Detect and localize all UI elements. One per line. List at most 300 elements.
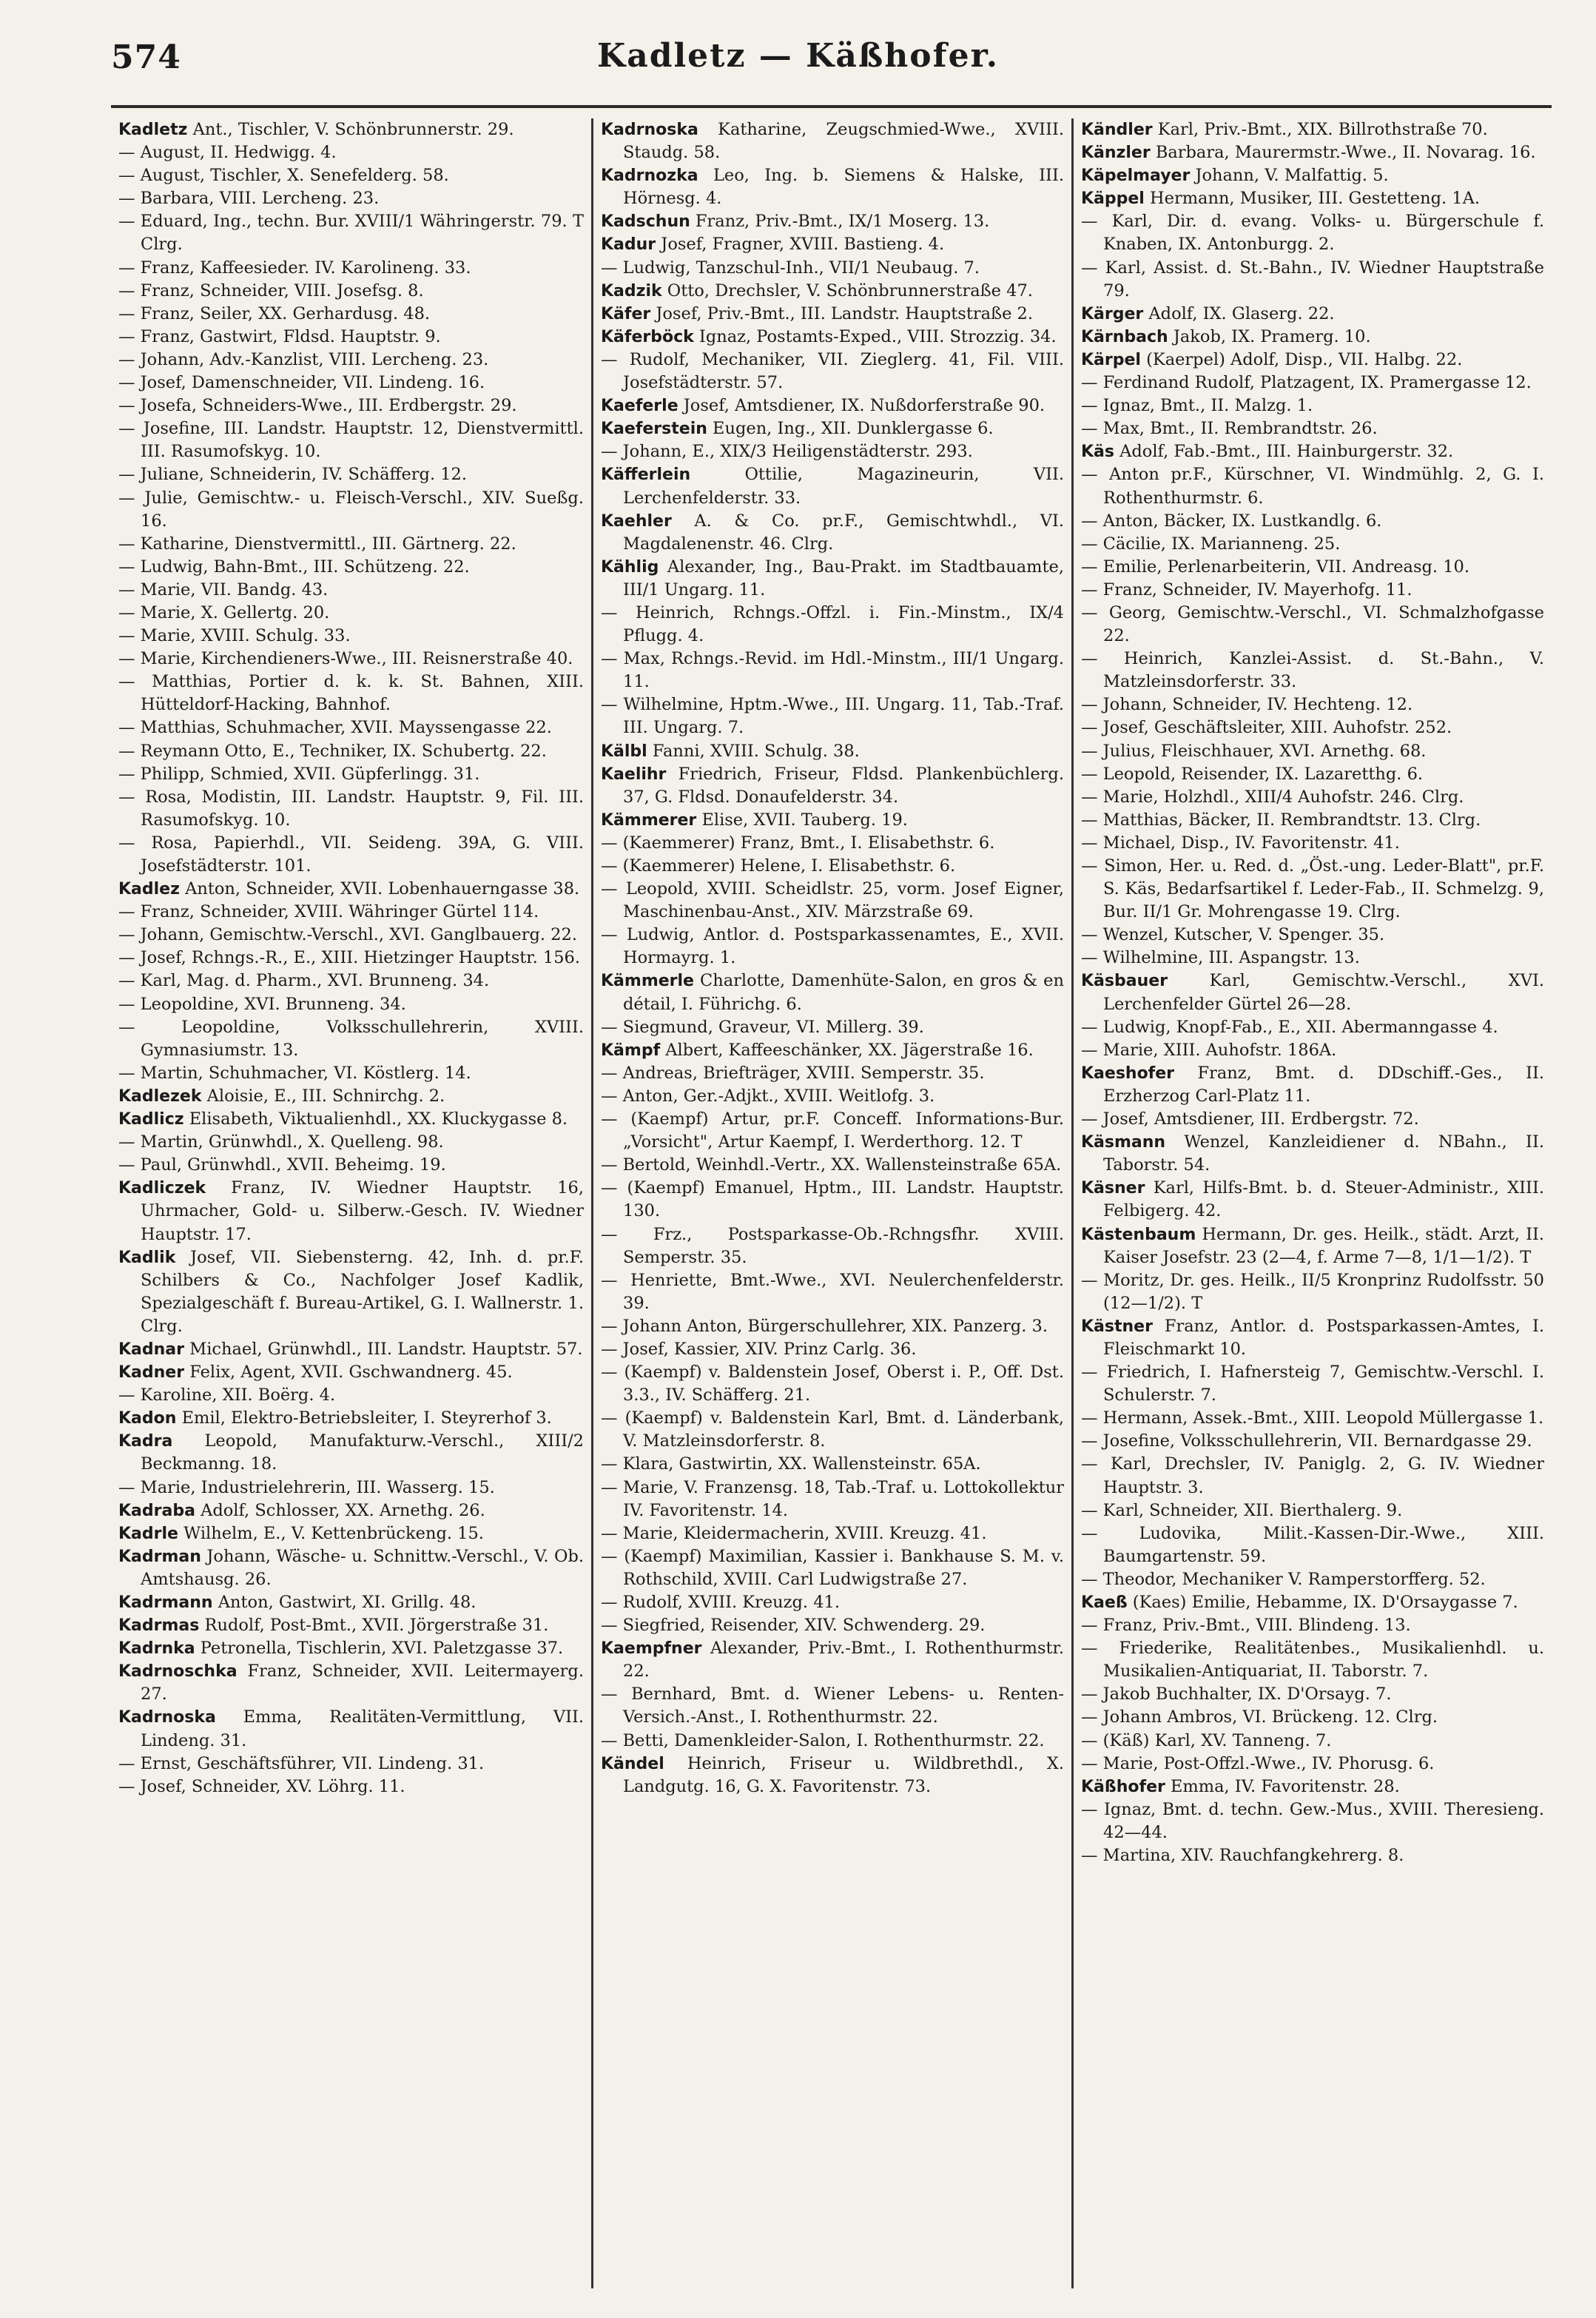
- directory-entry: [601, 693, 1064, 739]
- entry-surname: Kaehler: [601, 511, 672, 531]
- entry-details: — Georg, Gemischtw.-Verschl., VI. Schmalzhofgasse 22.: [1081, 602, 1544, 646]
- directory-entry: [1081, 1798, 1544, 1844]
- entry-details: Heinrich, Friseur u. Wildbrethdl., X. Landgutg. 16, G. X. Favoritenstr. 73.: [623, 1753, 1064, 1796]
- directory-entry: [118, 878, 584, 901]
- directory-entry: [118, 947, 584, 970]
- entry-details: Franz, Priv.-Bmt., IX/1 Moserg. 13.: [690, 212, 990, 232]
- directory-entry: [118, 164, 584, 187]
- columns: [111, 118, 1552, 2288]
- entry-details: — Franz, Schneider, VIII. Josefsg. 8.: [118, 280, 424, 300]
- entry-surname: Kadletz: [118, 121, 188, 139]
- directory-entry: [601, 740, 1064, 763]
- entry-details: Josef, Priv.-Bmt., III. Landstr. Hauptstraße 2.: [650, 303, 1034, 323]
- directory-entry: [601, 832, 1064, 855]
- entry-details: Josef, Fragner, XVIII. Bastieng. 4.: [656, 235, 945, 255]
- entry-details: — Reymann Otto, E., Techniker, IX. Schubertg. 22.: [118, 741, 547, 761]
- directory-entry: [1081, 440, 1544, 463]
- entry-details: Charlotte, Damenhüte-Salon, en gros & en détail, I. Führichg. 6.: [623, 971, 1064, 1014]
- column-1: [111, 118, 591, 2288]
- directory-entry: [1081, 118, 1544, 141]
- entry-details: — Franz, Kaffeesieder. IV. Karolineng. 33.: [118, 258, 471, 278]
- directory-entry: [1081, 1706, 1544, 1729]
- directory-entry: [601, 1453, 1064, 1476]
- entry-details: Aloisie, E., III. Schnirchg. 2.: [201, 1086, 445, 1106]
- directory-entry: [118, 579, 584, 602]
- directory-entry: [1081, 809, 1544, 832]
- directory-entry: [1081, 855, 1544, 924]
- directory-entry: [601, 349, 1064, 394]
- directory-entry: [1081, 1730, 1544, 1753]
- entry-details: (Kaerpel) Adolf, Disp., VII. Halbg. 22.: [1140, 349, 1463, 369]
- entry-surname: Kadlicz: [118, 1110, 184, 1129]
- entry-details: Wilhelm, E., V. Kettenbrückeng. 15.: [178, 1523, 484, 1543]
- entry-details: — (Kaemmerer) Franz, Bmt., I. Elisabethstr. 6.: [601, 833, 995, 853]
- entry-details: — Josef, Schneider, XV. Löhrg. 11.: [118, 1776, 405, 1796]
- column-2: [591, 118, 1071, 2288]
- directory-entry: [118, 303, 584, 326]
- directory-entry: [118, 1591, 584, 1614]
- entry-surname: Käfer: [601, 304, 651, 323]
- entry-details: Franz, IV. Wiedner Hauptstr. 16, Uhrmacher, Gold- u. Silberw.-Gesch. IV. Wiedner Hauptstr. 17.: [141, 1178, 584, 1244]
- entry-surname: Käpelmayer: [1081, 167, 1191, 186]
- entry-details: Felix, Agent, XVII. Gschwandnerg. 45.: [184, 1363, 513, 1383]
- directory-entry: [1081, 947, 1544, 970]
- entry-details: Emma, Realitäten-Vermittlung, VII. Lindeng. 31.: [141, 1707, 584, 1750]
- directory-entry: [118, 1384, 584, 1407]
- entry-details: Johann, Wäsche- u. Schnittw.-Verschl., V. Ob. Amtshausg. 26.: [141, 1546, 584, 1589]
- entry-surname: Kadrman: [118, 1547, 201, 1566]
- entry-details: Ignaz, Postamts-Exped., VIII. Strozzig. 34.: [693, 326, 1057, 346]
- entry-details: — Marie, Holzhdl., XIII/4 Auhofstr. 246. Clrg.: [1081, 787, 1464, 807]
- entry-details: — Andreas, Briefträger, XVIII. Semperstr. 35.: [601, 1063, 985, 1083]
- directory-entry: [601, 1108, 1064, 1154]
- entry-details: — Martin, Schuhmacher, VI. Köstlerg. 14.: [118, 1063, 471, 1083]
- entry-details: — Josefa, Schneiders-Wwe., III. Erdbergstr. 29.: [118, 396, 517, 416]
- entry-details: — Siegmund, Graveur, VI. Millerg. 39.: [601, 1017, 924, 1037]
- directory-entry: [601, 1085, 1064, 1108]
- directory-entry: [601, 878, 1064, 924]
- directory-entry: [601, 1269, 1064, 1315]
- entry-details: Karl, Gemischtw.-Verschl., XVI. Lerchenfelder Gürtel 26—28.: [1103, 971, 1544, 1014]
- directory-entry: [118, 487, 584, 533]
- entry-details: — Moritz, Dr. ges. Heilk., II/5 Kronprinz Rudolfsstr. 50 (12—1/2). T: [1081, 1270, 1544, 1313]
- directory-entry: [118, 1545, 584, 1591]
- entry-details: — Barbara, VIII. Lercheng. 23.: [118, 189, 380, 209]
- entry-surname: Kadrnka: [118, 1639, 195, 1659]
- entry-details: Alexander, Priv.-Bmt., I. Rothenthurmstr. 22.: [623, 1639, 1064, 1682]
- directory-entry: [118, 1407, 584, 1430]
- directory-entry: [1081, 970, 1544, 1015]
- entry-details: — Karl, Dir. d. evang. Volks- u. Bürgerschule f. Knaben, IX. Antonburgg. 2.: [1081, 212, 1544, 255]
- entry-surname: Kadlik: [118, 1248, 176, 1267]
- entry-details: Franz, Bmt. d. DDschiff.-Ges., II. Erzherzog Carl-Platz 11.: [1103, 1063, 1544, 1106]
- entry-details: Emil, Elektro-Betriebsleiter, I. Steyrerhof 3.: [176, 1408, 552, 1428]
- directory-entry: [601, 1614, 1064, 1637]
- directory-entry: [601, 1522, 1064, 1545]
- directory-entry: [1081, 210, 1544, 256]
- directory-entry: [601, 1177, 1064, 1223]
- directory-entry: [118, 1085, 584, 1108]
- entry-details: — (Kaempf) Artur, pr.F. Conceff. Informations-Bur. „Vorsicht", Artur Kaempf, I. Werderthorg. 12. T: [601, 1109, 1064, 1152]
- directory-entry: [118, 141, 584, 164]
- directory-entry: [118, 648, 584, 671]
- directory-entry: [118, 1108, 584, 1131]
- directory-entry: [118, 556, 584, 579]
- entry-details: Rudolf, Post-Bmt., XVII. Jörgerstraße 31.: [199, 1616, 549, 1636]
- directory-entry: [1081, 556, 1544, 579]
- entry-details: — Bertold, Weinhdl.-Vertr., XX. Wallensteinstraße 65A.: [601, 1155, 1062, 1175]
- entry-details: — Johann, E., XIX/3 Heiligenstädterstr. 293.: [601, 442, 973, 462]
- directory-entry: [1081, 533, 1544, 556]
- directory-entry: [118, 1062, 584, 1085]
- entry-details: (Kaes) Emilie, Hebamme, IX. D'Orsaygasse 7.: [1127, 1593, 1518, 1612]
- entry-details: — Josef, Rchngs.-R., E., XIII. Hietzinger Hauptstr. 156.: [118, 948, 580, 968]
- directory-entry: [1081, 257, 1544, 303]
- directory-entry: [601, 1338, 1064, 1361]
- directory-entry: [601, 556, 1064, 602]
- directory-entry: [601, 280, 1064, 303]
- directory-entry: [1081, 394, 1544, 417]
- entry-details: — Karoline, XII. Boërg. 4.: [118, 1385, 336, 1405]
- directory-entry: [601, 855, 1064, 878]
- entry-details: Ant., Tischler, V. Schönbrunnerstr. 29.: [187, 120, 514, 139]
- entry-surname: Kadraba: [118, 1501, 195, 1520]
- entry-details: — Henriette, Bmt.-Wwe., XVI. Neulerchenfelderstr. 39.: [601, 1270, 1064, 1313]
- entry-details: — Max, Bmt., II. Rembrandtstr. 26.: [1081, 419, 1378, 439]
- entry-details: — Paul, Grünwhdl., XVII. Beheimg. 19.: [118, 1155, 446, 1175]
- directory-entry: [601, 257, 1064, 280]
- directory-entry: [118, 394, 584, 417]
- entry-details: — Marie, XIII. Auhofstr. 186A.: [1081, 1040, 1337, 1060]
- entry-surname: Kämmerle: [601, 972, 694, 991]
- directory-entry: [118, 1246, 584, 1338]
- entry-details: — Ignaz, Bmt., II. Malzg. 1.: [1081, 396, 1313, 416]
- directory-entry: [118, 786, 584, 832]
- entry-surname: Kärpel: [1081, 350, 1141, 369]
- entry-details: — Ferdinand Rudolf, Platzagent, IX. Pramergasse 12.: [1081, 373, 1532, 393]
- directory-entry: [601, 303, 1064, 326]
- entry-surname: Kadliczek: [118, 1179, 206, 1198]
- entry-details: Adolf, Fab.-Bmt., III. Hainburgerstr. 32.: [1114, 442, 1454, 462]
- directory-entry: [1081, 1039, 1544, 1062]
- directory-entry: [118, 716, 584, 739]
- directory-entry: [1081, 1223, 1544, 1269]
- entry-details: Franz, Schneider, XVII. Leitermayerg. 27.: [141, 1662, 584, 1704]
- entry-surname: Kaelihr: [601, 765, 667, 784]
- entry-details: — Franz, Schneider, IV. Mayerhofg. 11.: [1081, 580, 1413, 599]
- entry-details: — Wenzel, Kutscher, V. Spenger. 35.: [1081, 925, 1385, 945]
- directory-entry: [118, 1361, 584, 1384]
- directory-entry: [1081, 1453, 1544, 1499]
- entry-details: Eugen, Ing., XII. Dunklergasse 6.: [707, 419, 994, 439]
- directory-entry: [601, 510, 1064, 556]
- entry-details: — (Kaempf) v. Baldenstein Josef, Oberst i. P., Off. Dst. 3.3., IV. Schäfferg. 21.: [601, 1363, 1064, 1405]
- entry-details: A. & Co. pr.F., Gemischtwhdl., VI. Magdalenenstr. 46. Clrg.: [623, 511, 1064, 554]
- entry-details: Michael, Grünwhdl., III. Landstr. Hauptstr. 57.: [184, 1339, 583, 1359]
- entry-surname: Kadon: [118, 1409, 177, 1428]
- entry-surname: Kaeshofer: [1081, 1064, 1175, 1083]
- directory-entry: [601, 1039, 1064, 1062]
- directory-entry: [1081, 1131, 1544, 1177]
- directory-entry: [1081, 740, 1544, 763]
- directory-entry: [1081, 1591, 1544, 1614]
- directory-entry: [118, 832, 584, 878]
- entry-surname: Kadlezek: [118, 1086, 202, 1106]
- entry-details: — Johann, Schneider, IV. Hechteng. 12.: [1081, 695, 1413, 715]
- entry-details: Friedrich, Friseur, Fldsd. Plankenbüchlerg. 37, G. Fldsd. Donaufelderstr. 34.: [623, 764, 1064, 807]
- directory-entry: [118, 1753, 584, 1776]
- entry-surname: Kämpf: [601, 1041, 661, 1060]
- directory-entry: [1081, 763, 1544, 786]
- entry-details: — Marie, V. Franzensg. 18, Tab.-Traf. u. Lottokollektur IV. Favoritenstr. 14.: [601, 1477, 1064, 1520]
- directory-entry: [118, 901, 584, 924]
- entry-surname: Kaeferstein: [601, 420, 707, 439]
- entry-details: — Matthias, Schuhmacher, XVII. Mayssengasse 22.: [118, 718, 552, 738]
- directory-entry: [601, 440, 1064, 463]
- entry-surname: Kadnar: [118, 1340, 184, 1359]
- entry-details: Karl, Priv.-Bmt., XIX. Billrothstraße 70.: [1152, 120, 1488, 139]
- entry-details: — Philipp, Schmied, XVII. Güpferlingg. 31.: [118, 764, 480, 784]
- directory-entry: [1081, 510, 1544, 533]
- directory-entry: [118, 372, 584, 394]
- entry-details: — Wilhelmine, Hptm.-Wwe., III. Ungarg. 11, Tab.-Traf. III. Ungarg. 7.: [601, 695, 1064, 738]
- entry-details: — Ludwig, Bahn-Bmt., III. Schützeng. 22.: [118, 557, 470, 577]
- directory-entry: [601, 1730, 1064, 1753]
- directory-entry: [118, 993, 584, 1016]
- directory-entry: [1081, 924, 1544, 947]
- directory-entry: [118, 763, 584, 786]
- directory-entry: [1081, 716, 1544, 739]
- entry-surname: Kadner: [118, 1363, 185, 1383]
- header-rule: [111, 105, 1552, 108]
- entry-details: Josef, Amtsdiener, IX. Nußdorferstraße 90.: [678, 396, 1046, 416]
- entry-surname: Kästenbaum: [1081, 1225, 1196, 1244]
- entry-details: — Friederike, Realitätenbes., Musikalienhdl. u. Musikalien-Antiquariat, II. Taborstr. 7.: [1081, 1639, 1544, 1682]
- entry-details: — Franz, Schneider, XVIII. Währinger Gürtel 114.: [118, 902, 539, 922]
- entry-details: — Franz, Gastwirt, Fldsd. Hauptstr. 9.: [118, 326, 441, 346]
- directory-entry: [601, 648, 1064, 693]
- entry-details: — Emilie, Perlenarbeiterin, VII. Andreasg. 10.: [1081, 557, 1470, 577]
- directory-entry: [601, 809, 1064, 832]
- entry-surname: Känzler: [1081, 144, 1151, 163]
- directory-entry: [1081, 693, 1544, 716]
- directory-entry: [1081, 1269, 1544, 1315]
- entry-details: — Marie, Post-Offzl.-Wwe., IV. Phorusg. 6.: [1081, 1753, 1435, 1773]
- directory-entry: [601, 210, 1064, 233]
- directory-entry: [1081, 1683, 1544, 1706]
- directory-entry: [118, 1637, 584, 1660]
- entry-details: — Eduard, Ing., techn. Bur. XVIII/1 Währingerstr. 79. T Clrg.: [118, 212, 584, 255]
- directory-entry: [1081, 303, 1544, 326]
- entry-details: Fanni, XVIII. Schulg. 38.: [647, 741, 860, 761]
- directory-entry: [601, 1591, 1064, 1614]
- directory-entry: [601, 1683, 1064, 1729]
- directory-entry: [1081, 1637, 1544, 1683]
- directory-entry: [601, 1154, 1064, 1177]
- directory-entry: [118, 349, 584, 372]
- entry-details: — Marie, X. Gellertg. 20.: [118, 602, 330, 622]
- entry-details: Anton, Gastwirt, XI. Grillg. 48.: [212, 1593, 477, 1612]
- directory-entry: [118, 625, 584, 648]
- directory-entry: [1081, 1016, 1544, 1039]
- directory-entry: [118, 257, 584, 280]
- entry-details: Barbara, Maurermstr.-Wwe., II. Novarag. 16.: [1150, 143, 1536, 163]
- directory-entry: [118, 210, 584, 256]
- entry-details: Leopold, Manufakturw.-Verschl., XIII/2 Beckmanng. 18.: [141, 1431, 584, 1474]
- entry-details: — Bernhard, Bmt. d. Wiener Lebens- u. Renten-Versich.-Anst., I. Rothenthurmstr. 22.: [601, 1684, 1064, 1727]
- directory-entry: [601, 1637, 1064, 1683]
- entry-details: — Johann, Adv.-Kanzlist, VIII. Lercheng. 23.: [118, 349, 489, 369]
- directory-entry: [118, 1660, 584, 1706]
- entry-surname: Kästner: [1081, 1317, 1153, 1336]
- entry-details: Adolf, IX. Glaserg. 22.: [1143, 303, 1335, 323]
- entry-details: — Josef, Amtsdiener, III. Erdbergstr. 72.: [1081, 1109, 1419, 1129]
- entry-details: Albert, Kaffeeschänker, XX. Jägerstraße 16.: [660, 1040, 1034, 1060]
- entry-details: — Ernst, Geschäftsführer, VII. Lindeng. 31.: [118, 1753, 485, 1773]
- directory-entry: [1081, 141, 1544, 164]
- entry-details: — Heinrich, Rchngs.-Offzl. i. Fin.-Minstm., IX/4 Pflugg. 4.: [601, 602, 1064, 646]
- entry-surname: Kadrmann: [118, 1593, 213, 1612]
- entry-details: — Josef, Geschäftsleiter, XIII. Auhofstr. 252.: [1081, 718, 1452, 738]
- entry-details: Jakob, IX. Pramerg. 10.: [1168, 326, 1371, 346]
- entry-details: — August, II. Hedwigg. 4.: [118, 143, 337, 163]
- entry-details: — Franz, Priv.-Bmt., VIII. Blindeng. 13.: [1081, 1616, 1411, 1636]
- directory-entry: [1081, 579, 1544, 602]
- directory-entry: [118, 1338, 584, 1361]
- entry-details: — Ludwig, Antlor. d. Postsparkassenamtes, E., XVII. Hormayrg. 1.: [601, 925, 1064, 968]
- entry-details: — (Käß) Karl, XV. Tanneng. 7.: [1081, 1730, 1332, 1750]
- entry-surname: Kadra: [118, 1432, 173, 1451]
- column-3: [1071, 118, 1552, 2288]
- entry-surname: Käsbauer: [1081, 972, 1168, 991]
- directory-entry: [601, 602, 1064, 648]
- entry-details: Petronella, Tischlerin, XVI. Paletzgasse 37.: [195, 1639, 564, 1659]
- entry-details: — Michael, Disp., IV. Favoritenstr. 41.: [1081, 833, 1400, 853]
- directory-entry: [118, 1154, 584, 1177]
- entry-details: — Ludovika, Milit.-Kassen-Dir.-Wwe., XIII. Baumgartenstr. 59.: [1081, 1523, 1544, 1566]
- entry-surname: Kadrmas: [118, 1616, 200, 1636]
- entry-details: Karl, Hilfs-Bmt. b. d. Steuer-Administr., XIII. Felbigerg. 42.: [1103, 1178, 1544, 1221]
- entry-surname: Kadrnoska: [118, 1708, 216, 1727]
- entry-surname: Kadrnoska: [601, 121, 698, 139]
- directory-entry: [118, 187, 584, 210]
- directory-entry: [601, 394, 1064, 417]
- directory-entry: [1081, 1430, 1544, 1453]
- entry-details: — Martin, Grünwhdl., X. Quelleng. 98.: [118, 1132, 444, 1152]
- entry-details: — Jakob Buchhalter, IX. D'Orsayg. 7.: [1081, 1684, 1392, 1704]
- entry-surname: Kändel: [601, 1754, 664, 1773]
- entry-details: Alexander, Ing., Bau-Prakt. im Stadtbauamte, III/1 Ungarg. 11.: [623, 557, 1064, 599]
- entry-details: — Ludwig, Tanzschul-Inh., VII/1 Neubaug. 7.: [601, 258, 980, 278]
- entry-surname: Kadlez: [118, 880, 180, 899]
- entry-surname: Kadrnozka: [601, 167, 698, 186]
- entry-surname: Kaeferle: [601, 397, 679, 416]
- directory-entry: [601, 417, 1064, 440]
- entry-surname: Kadschun: [601, 212, 690, 232]
- entry-details: — Marie, Industrielehrerin, III. Wasserg. 15.: [118, 1477, 495, 1497]
- entry-details: — Josefine, Volksschullehrerin, VII. Bernardgasse 29.: [1081, 1431, 1532, 1451]
- directory-entry: [1081, 417, 1544, 440]
- page-number: 574: [111, 38, 181, 76]
- entry-details: — Betti, Damenkleider-Salon, I. Rothenthurmstr. 22.: [601, 1730, 1045, 1750]
- directory-entry: [118, 1522, 584, 1545]
- directory-entry: [601, 118, 1064, 164]
- entry-surname: Käsmann: [1081, 1133, 1166, 1152]
- entry-details: — Anton, Bäcker, IX. Lustkandlg. 6.: [1081, 511, 1382, 531]
- entry-details: — Matthias, Bäcker, II. Rembrandtstr. 13. Clrg.: [1081, 810, 1481, 830]
- directory-entry: [1081, 463, 1544, 509]
- entry-details: Wenzel, Kanzleidiener d. NBahn., II. Taborstr. 54.: [1103, 1132, 1544, 1175]
- entry-details: — Rudolf, Mechaniker, VII. Zieglerg. 41, Fil. VIII. Josefstädterstr. 57.: [601, 349, 1064, 393]
- directory-entry: [1081, 1062, 1544, 1108]
- entry-details: — Katharine, Dienstvermittl., III. Gärtnerg. 22.: [118, 534, 516, 554]
- directory-entry: [1081, 1568, 1544, 1591]
- entry-details: — Leopold, XVIII. Scheidlstr. 25, vorm. Josef Eigner, Maschinenbau-Anst., XIV. Märzstraße 69.: [601, 879, 1064, 922]
- entry-surname: Käppel: [1081, 189, 1145, 209]
- directory-entry: [1081, 1108, 1544, 1131]
- directory-entry: [1081, 602, 1544, 648]
- entry-details: — Marie, Kleidermacherin, XVIII. Kreuzg. 41.: [601, 1523, 987, 1543]
- entry-details: — Anton, Ger.-Adjkt., XVIII. Weitlofg. 3.: [601, 1086, 935, 1106]
- directory-entry: [118, 326, 584, 349]
- directory-entry: [1081, 1361, 1544, 1407]
- directory-entry: [1081, 1522, 1544, 1568]
- entry-details: — Marie, VII. Bandg. 43.: [118, 580, 329, 599]
- entry-details: — Cäcilie, IX. Marianneng. 25.: [1081, 534, 1341, 554]
- entry-details: — Matthias, Portier d. k. k. St. Bahnen, XIII. Hütteldorf-Hacking, Bahnhof.: [118, 672, 584, 715]
- entry-details: Otto, Drechsler, V. Schönbrunnerstraße 47.: [661, 280, 1033, 300]
- entry-surname: Käßhofer: [1081, 1777, 1165, 1796]
- entry-details: Katharine, Zeugschmied-Wwe., XVIII. Staudg. 58.: [623, 120, 1064, 163]
- entry-surname: Käsner: [1081, 1179, 1145, 1198]
- directory-entry: [601, 164, 1064, 210]
- entry-details: — Juliane, Schneiderin, IV. Schäfferg. 12.: [118, 465, 468, 485]
- directory-entry: [601, 924, 1064, 970]
- entry-details: — August, Tischler, X. Senefelderg. 58.: [118, 166, 449, 186]
- entry-details: — Anton pr.F., Kürschner, VI. Windmühlg. 2, G. I. Rothenthurmstr. 6.: [1081, 465, 1544, 508]
- entry-details: — Simon, Her. u. Red. d. „Öst.-ung. Leder-Blatt", pr.F. S. Käs, Bedarfsartikel f. Leder-Fab., II. Schmelzg. 9, Bur. II/1 Gr. Mohrengasse 19. Clrg.: [1081, 856, 1544, 922]
- directory-entry: [601, 1361, 1064, 1407]
- directory-entry: [1081, 164, 1544, 187]
- entry-details: Adolf, Schlosser, XX. Arnethg. 26.: [195, 1500, 485, 1520]
- entry-details: — (Kaempf) Emanuel, Hptm., III. Landstr. Hauptstr. 130.: [601, 1178, 1064, 1221]
- entry-surname: Kändler: [1081, 121, 1153, 139]
- directory-entry: [118, 671, 584, 716]
- directory-entry: [1081, 1753, 1544, 1776]
- directory-entry: [1081, 187, 1544, 210]
- entry-details: Hermann, Dr. ges. Heilk., städt. Arzt, II. Kaiser Josefstr. 23 (2—4, f. Arme 7—8, 1/1—1/2). T: [1103, 1224, 1544, 1267]
- entry-details: Leo, Ing. b. Siemens & Halske, III. Hörnesg. 4.: [623, 166, 1064, 209]
- entry-details: — Leopoldine, Volksschullehrerin, XVIII. Gymnasiumstr. 13.: [118, 1017, 584, 1060]
- entry-details: — Max, Rchngs.-Revid. im Hdl.-Minstm., III/1 Ungarg. 11.: [601, 649, 1064, 692]
- directory-entry: [118, 1131, 584, 1154]
- entry-details: — Karl, Assist. d. St.-Bahn., IV. Wiedner Hauptstraße 79.: [1081, 258, 1544, 300]
- directory-entry: [1081, 326, 1544, 349]
- entry-surname: Kadrnoschka: [118, 1662, 238, 1682]
- entry-details: — Theodor, Mechaniker V. Ramperstorfferg. 52.: [1081, 1569, 1486, 1589]
- directory-entry: [118, 118, 584, 141]
- directory-entry: [601, 1545, 1064, 1591]
- entry-details: Elisabeth, Viktualienhdl., XX. Kluckygasse 8.: [183, 1109, 568, 1129]
- entry-surname: Kärger: [1081, 304, 1144, 323]
- directory-entry: [601, 1016, 1064, 1039]
- entry-details: Emma, IV. Favoritenstr. 28.: [1165, 1776, 1400, 1796]
- directory-entry: [1081, 1499, 1544, 1522]
- entry-details: — Johann Ambros, VI. Brückeng. 12. Clrg.: [1081, 1707, 1438, 1727]
- entry-details: — (Kaempf) Maximilian, Kassier i. Bankhause S. M. v. Rothschild, XVIII. Carl Ludwigstraße 27.: [601, 1546, 1064, 1589]
- directory-entry: [118, 463, 584, 486]
- entry-details: — Friedrich, I. Hafnersteig 7, Gemischtw.-Verschl. I. Schulerstr. 7.: [1081, 1363, 1544, 1405]
